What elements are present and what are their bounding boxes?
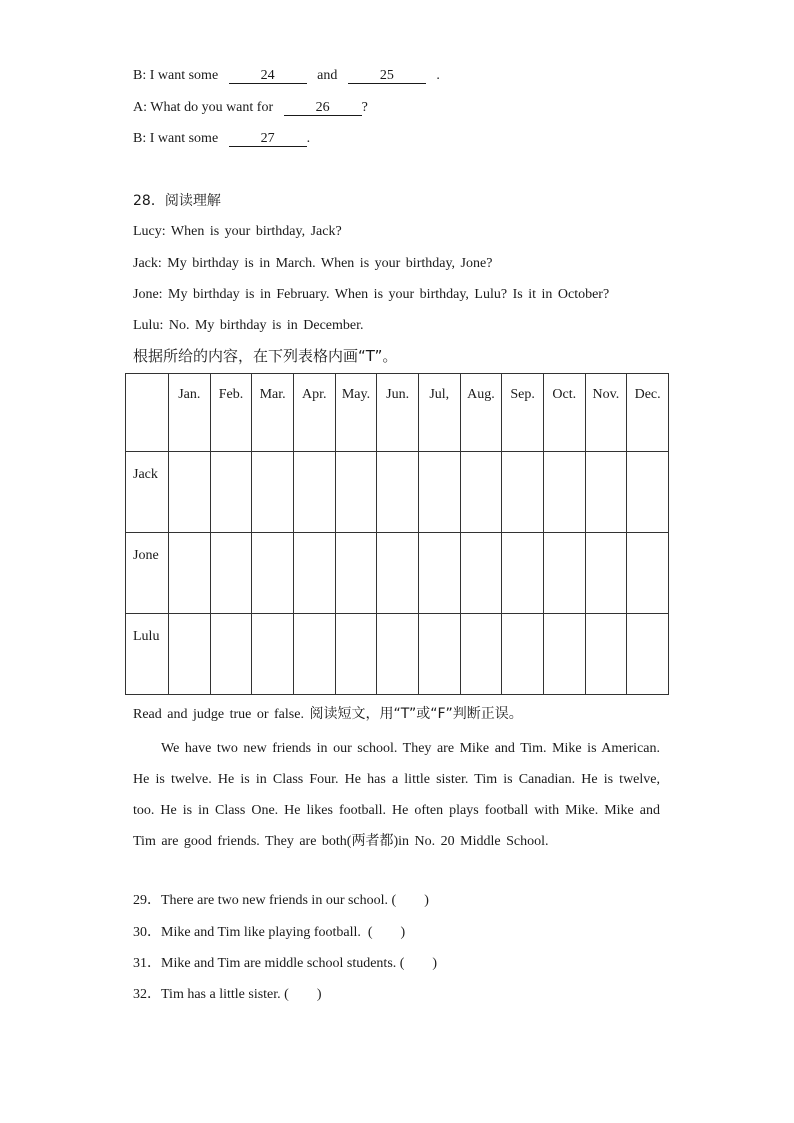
answer-cell[interactable] bbox=[585, 614, 627, 695]
speaker: B: bbox=[133, 131, 147, 146]
question-number: 29． bbox=[133, 893, 161, 908]
month-header: Mar. bbox=[252, 374, 294, 452]
answer-cell[interactable] bbox=[627, 533, 669, 614]
answer-cell[interactable] bbox=[335, 614, 377, 695]
answer-cell[interactable] bbox=[377, 452, 419, 533]
speaker: A: bbox=[133, 100, 147, 115]
blank-24[interactable]: 24 bbox=[229, 68, 307, 84]
question-text: Mike and Tim are middle school students. bbox=[161, 956, 397, 971]
row-header: Lulu bbox=[126, 614, 169, 695]
question-32 bbox=[133, 986, 321, 1004]
dialog-line-1 bbox=[133, 67, 440, 85]
answer-cell[interactable] bbox=[502, 452, 544, 533]
blank-26[interactable]: 26 bbox=[284, 100, 362, 116]
month-header: Jul, bbox=[418, 374, 460, 452]
month-header: Dec. bbox=[627, 374, 669, 452]
question-29 bbox=[133, 892, 429, 910]
answer-cell[interactable] bbox=[210, 614, 252, 695]
answer-cell[interactable] bbox=[585, 533, 627, 614]
dialog-punct: ? bbox=[361, 100, 368, 115]
answer-cell[interactable] bbox=[543, 452, 585, 533]
dialog-punct: . bbox=[436, 68, 440, 83]
answer-cell[interactable] bbox=[460, 614, 502, 695]
answer-parens[interactable]: ( ) bbox=[399, 956, 438, 971]
table-row bbox=[126, 614, 669, 695]
question-number: 30． bbox=[133, 925, 161, 940]
answer-cell[interactable] bbox=[460, 533, 502, 614]
answer-parens[interactable]: ( ) bbox=[367, 925, 406, 940]
answer-cell[interactable] bbox=[293, 452, 335, 533]
passage-text: We have two new friends in our school. They are Mike and Tim. Mike is American. He is twelve. He is in Class Four. He has a little sister. Tim is Canadian. He is twelve, too. He is in Class One. He likes football. He often plays football with Mike. Mike and Tim are good friends. They are both( bbox=[133, 741, 660, 849]
table-row bbox=[126, 533, 669, 614]
answer-cell[interactable] bbox=[543, 533, 585, 614]
question-number: 31． bbox=[133, 956, 161, 971]
month-header: Sep. bbox=[502, 374, 544, 452]
dialog-line-3 bbox=[133, 130, 310, 148]
dialog-text: I want some bbox=[149, 68, 219, 83]
answer-cell[interactable] bbox=[169, 614, 211, 695]
question-number: 32． bbox=[133, 987, 161, 1002]
answer-cell[interactable] bbox=[502, 614, 544, 695]
conversation-line: Jone: My birthday is in February. When is your birthday, Lulu? Is it in October? bbox=[133, 287, 610, 302]
conversation-line: Lucy: When is your birthday, Jack? bbox=[133, 224, 342, 239]
answer-cell[interactable] bbox=[169, 533, 211, 614]
answer-cell[interactable] bbox=[252, 452, 294, 533]
question-30 bbox=[133, 924, 405, 942]
month-header: Oct. bbox=[543, 374, 585, 452]
blank-25[interactable]: 25 bbox=[348, 68, 426, 84]
reading-passage bbox=[133, 733, 660, 857]
answer-parens[interactable]: ( ) bbox=[284, 987, 322, 1002]
speaker: B: bbox=[133, 68, 147, 83]
conversation-line: Jack: My birthday is in March. When is your birthday, Jone? bbox=[133, 256, 493, 271]
answer-cell[interactable] bbox=[418, 452, 460, 533]
reading-heading-cn: 阅读短文，用“T”或“F”判断正误。 bbox=[309, 706, 523, 722]
row-header: Jack bbox=[126, 452, 169, 533]
dialog-text: and bbox=[317, 68, 338, 83]
month-header: Apr. bbox=[293, 374, 335, 452]
dialog-text: I want some bbox=[149, 131, 219, 146]
answer-cell[interactable] bbox=[543, 614, 585, 695]
answer-cell[interactable] bbox=[585, 452, 627, 533]
answer-cell[interactable] bbox=[293, 533, 335, 614]
answer-cell[interactable] bbox=[169, 452, 211, 533]
corner-cell bbox=[126, 374, 169, 452]
row-header: Jone bbox=[126, 533, 169, 614]
answer-cell[interactable] bbox=[460, 452, 502, 533]
answer-cell[interactable] bbox=[252, 614, 294, 695]
reading-heading-en: Read and judge true or false. bbox=[133, 707, 304, 722]
answer-cell[interactable] bbox=[418, 614, 460, 695]
question-text: Mike and Tim like playing football. bbox=[161, 925, 361, 940]
answer-cell[interactable] bbox=[293, 614, 335, 695]
birthday-table bbox=[125, 373, 669, 695]
section-title: 28．阅读理解 bbox=[133, 193, 221, 209]
passage-cn-gloss: 两者都 bbox=[351, 833, 394, 849]
blank-27[interactable]: 27 bbox=[229, 131, 307, 147]
answer-cell[interactable] bbox=[627, 614, 669, 695]
answer-cell[interactable] bbox=[502, 533, 544, 614]
answer-cell[interactable] bbox=[210, 533, 252, 614]
month-header: Feb. bbox=[210, 374, 252, 452]
table-row bbox=[126, 452, 669, 533]
month-header: Aug. bbox=[460, 374, 502, 452]
month-header: May. bbox=[335, 374, 377, 452]
answer-cell[interactable] bbox=[627, 452, 669, 533]
question-text: Tim has a little sister. bbox=[161, 987, 281, 1002]
answer-cell[interactable] bbox=[418, 533, 460, 614]
month-header: Jun. bbox=[377, 374, 419, 452]
passage-text-end: )in No. 20 Middle School. bbox=[393, 834, 549, 849]
dialog-text: What do you want for bbox=[150, 100, 274, 115]
question-31 bbox=[133, 955, 437, 973]
reading-heading bbox=[133, 705, 523, 724]
answer-cell[interactable] bbox=[335, 452, 377, 533]
question-text: There are two new friends in our school. bbox=[161, 893, 389, 908]
answer-cell[interactable] bbox=[252, 533, 294, 614]
month-header: Nov. bbox=[585, 374, 627, 452]
answer-parens[interactable]: ( ) bbox=[391, 893, 429, 908]
answer-cell[interactable] bbox=[335, 533, 377, 614]
answer-cell[interactable] bbox=[210, 452, 252, 533]
table-header-row bbox=[126, 374, 669, 452]
answer-cell[interactable] bbox=[377, 533, 419, 614]
month-header: Jan. bbox=[169, 374, 211, 452]
dialog-line-2 bbox=[133, 99, 368, 117]
answer-cell[interactable] bbox=[377, 614, 419, 695]
table-instruction: 根据所给的内容，在下列表格内画“T”。 bbox=[133, 347, 398, 365]
dialog-punct: . bbox=[306, 131, 311, 146]
conversation-line: Lulu: No. My birthday is in December. bbox=[133, 318, 364, 333]
